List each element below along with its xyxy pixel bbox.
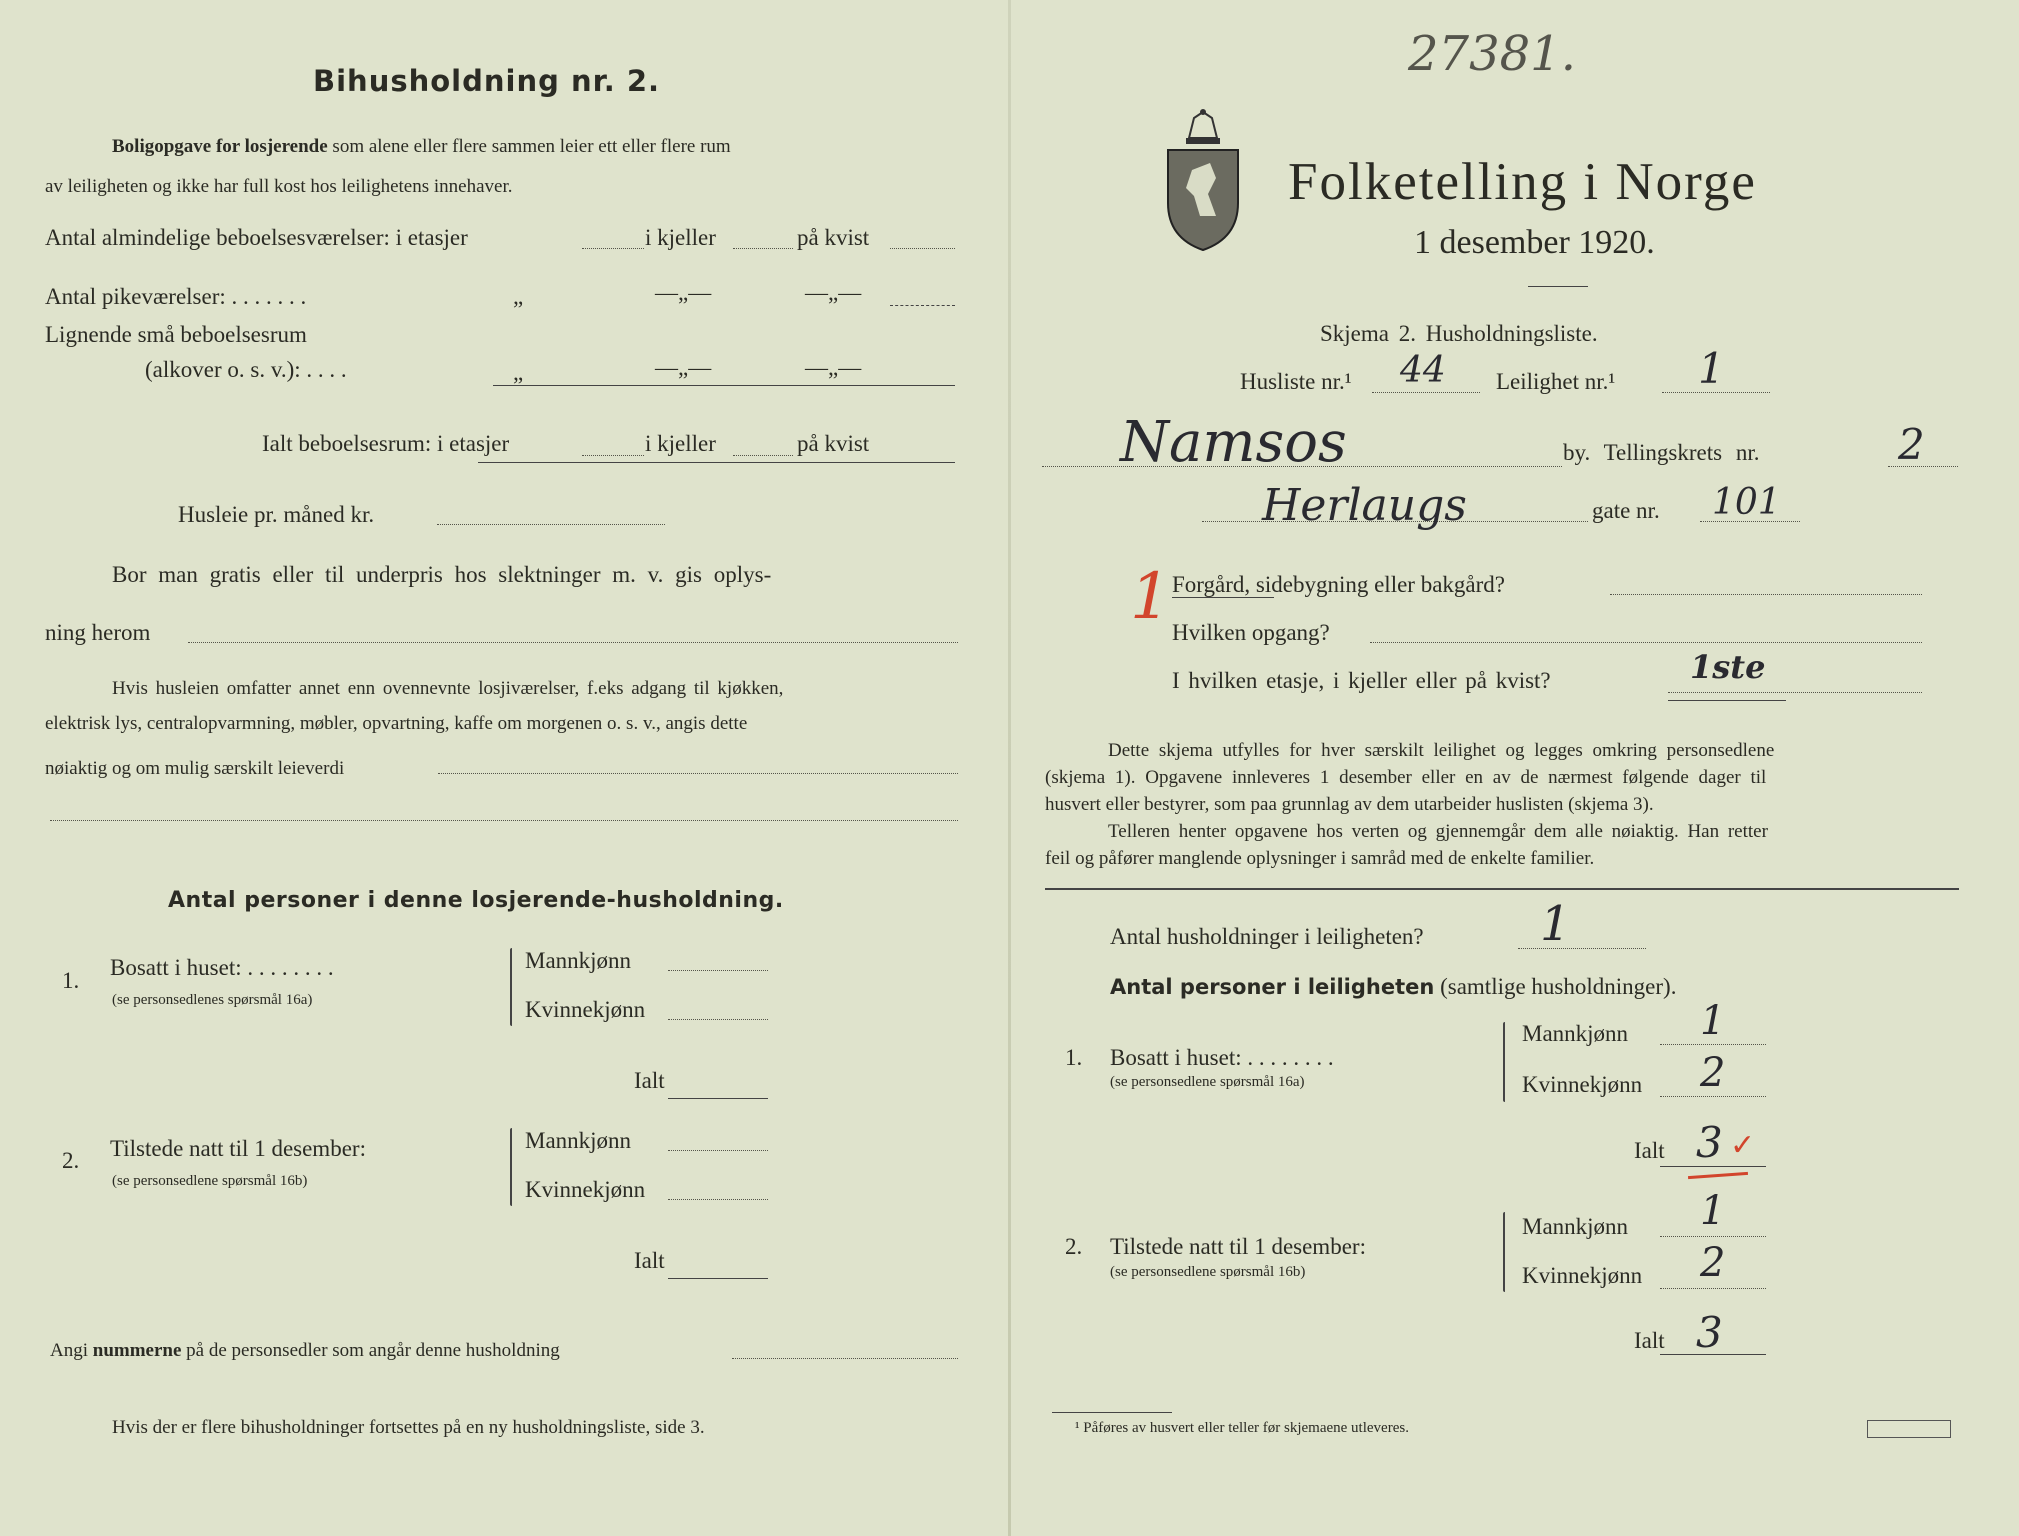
q1-label: Bosatt i huset: . . . . . . . .	[1110, 1045, 1334, 1070]
q2-mann-field[interactable]	[1660, 1236, 1766, 1237]
footnote-rule	[1052, 1412, 1172, 1413]
q2-kvinne-field[interactable]	[1660, 1288, 1766, 1289]
etasje-underline	[1668, 700, 1786, 701]
brace	[1503, 1212, 1505, 1292]
ditto: „	[513, 360, 524, 385]
nummerne-field[interactable]	[732, 1358, 958, 1359]
red-underline	[1688, 1172, 1748, 1179]
intro-line2: av leiligheten og ikke har full kost hos leilighetens innehaver.	[45, 176, 513, 197]
opgang-label: Hvilken opgang?	[1172, 620, 1330, 645]
leieverdi-field-2[interactable]	[50, 820, 958, 821]
kvinne-label: Kvinnekjønn	[525, 1177, 646, 1202]
q2-ialt-value[interactable]: 3	[1696, 1308, 1723, 1357]
schema-label: Skjema 2. Husholdningsliste.	[1320, 321, 1598, 346]
bor-text-2: ning herom	[45, 620, 151, 645]
hvis-text-3: nøiaktig og om mulig særskilt leieverdi	[45, 758, 345, 779]
mann-label: Mannkjønn	[525, 1128, 632, 1153]
ialt-rooms-label: Ialt beboelsesrum: i etasjer	[262, 431, 510, 456]
q2-label: Tilstede natt til 1 desember:	[1110, 1234, 1366, 1259]
q1-mann-value[interactable]: 1	[1700, 998, 1726, 1044]
forgard-underline	[1172, 597, 1274, 598]
bor-text: Bor man gratis eller til underpris hos slektninger m. v. gis oplys-	[112, 562, 772, 587]
q2-kvinne-value[interactable]: 2	[1700, 1240, 1726, 1286]
lignende-underline	[493, 385, 955, 386]
q1-kvinne-field[interactable]	[1660, 1096, 1766, 1097]
ialt-label: Ialt	[634, 1068, 665, 1093]
leieverdi-field[interactable]	[438, 773, 958, 774]
coat-of-arms-icon	[1164, 108, 1242, 253]
ditto: —„—	[805, 280, 862, 305]
footnote: ¹ Påføres av husvert eller teller før skjemaene utleveres.	[1075, 1420, 1409, 1436]
instructions-text: feil og påfører manglende oplysninger i samråd med de enkelte familier.	[1045, 848, 1595, 869]
opgang-field[interactable]	[1370, 642, 1922, 643]
husholdninger-field[interactable]	[1518, 948, 1646, 949]
q1-ialt-field[interactable]	[668, 1098, 768, 1099]
husleie-field[interactable]	[437, 524, 665, 525]
leilighet-label: Leilighet nr.¹	[1496, 369, 1616, 394]
printer-stamp	[1867, 1420, 1951, 1438]
ditto: —„—	[655, 280, 712, 305]
krets-value[interactable]: 2	[1898, 420, 1925, 469]
angi-bold: nummerne	[92, 1340, 182, 1361]
husliste-label: Husliste nr.¹	[1240, 369, 1352, 394]
kvist-label: på kvist	[797, 225, 870, 250]
q2-ialt-field[interactable]	[668, 1278, 768, 1279]
etasje-label: I hvilken etasje, i kjeller eller på kvist?	[1172, 668, 1551, 693]
forgard-field[interactable]	[1610, 594, 1922, 595]
kvinne-label: Kvinnekjønn	[1522, 1072, 1643, 1097]
q1-kvinne-field[interactable]	[668, 1019, 768, 1020]
husholdninger-value[interactable]: 1	[1540, 896, 1571, 952]
gate-label: gate nr.	[1592, 498, 1660, 523]
ialt-underline	[478, 462, 955, 463]
q2-mann-value[interactable]: 1	[1700, 1188, 1726, 1234]
ialt-label: Ialt	[634, 1248, 665, 1273]
kjeller-field[interactable]	[733, 248, 793, 249]
lignende-label: Lignende små beboelsesrum	[45, 322, 307, 347]
ialt-kjeller-field[interactable]	[733, 455, 793, 456]
kvist-field[interactable]	[890, 248, 955, 249]
by-label: by. Tellingskrets nr.	[1563, 440, 1760, 465]
town-value[interactable]: Namsos	[1120, 410, 1347, 475]
kjeller-label: i kjeller	[645, 225, 716, 250]
intro-text: som alene eller flere sammen leier ett eller flere rum	[332, 136, 731, 157]
instructions-text: Telleren henter opgavene hos verten og gjennemgår dem alle nøiaktig. Han retter	[1108, 821, 1768, 842]
q2-kvinne-field[interactable]	[668, 1199, 768, 1200]
ditto: —„—	[655, 355, 712, 380]
kjeller-label: i kjeller	[645, 431, 716, 456]
pike-field[interactable]	[890, 305, 955, 306]
section-rule	[1045, 888, 1959, 890]
forgard-red-mark: 1	[1130, 560, 1171, 634]
husleie-label: Husleie pr. måned kr.	[178, 502, 375, 527]
kvist-label: på kvist	[797, 431, 870, 456]
q1-sub: (se personsedlene spørsmål 16a)	[1110, 1074, 1305, 1090]
q1-ialt-value[interactable]: 3	[1696, 1118, 1723, 1167]
q2-sub: (se personsedlene spørsmål 16b)	[1110, 1264, 1306, 1280]
ditto: „	[513, 284, 524, 309]
red-check-icon: ✓	[1730, 1129, 1756, 1162]
brace	[1503, 1022, 1505, 1102]
persons-heading-rest: (samtlige husholdninger).	[1440, 974, 1677, 999]
mann-label: Mannkjønn	[1522, 1021, 1629, 1046]
husliste-value[interactable]: 44	[1400, 350, 1446, 391]
rooms-label: Antal almindelige beboelsesværelser: i etasjer	[45, 225, 468, 250]
brace	[510, 1128, 512, 1206]
forgard-label: Forgård, sidebygning eller bakgård?	[1172, 572, 1505, 597]
page-fold	[1008, 0, 1011, 1536]
instructions-text: Dette skjema utfylles for hver særskilt leilighet og legges omkring personsedlene	[1108, 740, 1775, 761]
herom-field[interactable]	[188, 642, 958, 643]
q2-label: Tilstede natt til 1 desember:	[110, 1136, 366, 1161]
instructions-text: (skjema 1). Opgavene innleveres 1 desember eller en av de nærmest følgende dager til	[1045, 767, 1767, 788]
mann-label: Mannkjønn	[1522, 1214, 1629, 1239]
q2-sub: (se personsedlene spørsmål 16b)	[112, 1173, 308, 1189]
ialt-label: Ialt	[1634, 1138, 1665, 1163]
hvis-text: Hvis husleien omfatter annet enn ovennevnte losjiværelser, f.eks adgang til kjøkken,	[112, 678, 784, 699]
etasjer-field[interactable]	[582, 248, 644, 249]
persons-heading: Antal personer i leiligheten	[1110, 975, 1435, 999]
pike-label: Antal pikeværelser: . . . . . . .	[45, 284, 307, 309]
q1-sub: (se personsedlenes spørsmål 16a)	[112, 992, 313, 1008]
persons-heading: Antal personer i denne losjerende-husholdning.	[168, 888, 784, 913]
kvinne-label: Kvinnekjønn	[1522, 1263, 1643, 1288]
etasje-field[interactable]	[1668, 692, 1922, 693]
q1-number: 1.	[1065, 1045, 1083, 1070]
archive-number: 27381.	[1408, 26, 1576, 82]
q1-mann-field[interactable]	[1660, 1044, 1766, 1045]
intro-bold: Boligopgave for losjerende	[112, 136, 328, 157]
hvis-text-2: elektrisk lys, centralopvarmning, møbler, opvartning, kaffe om morgenen o. s. v., angis dette	[45, 713, 748, 734]
q2-number: 2.	[62, 1148, 80, 1173]
lignende-label-2: (alkover o. s. v.): . . . .	[145, 357, 347, 382]
ialt-label: Ialt	[1634, 1328, 1665, 1353]
title-rule	[1528, 286, 1588, 287]
mann-label: Mannkjønn	[525, 948, 632, 973]
q1-mann-field[interactable]	[668, 970, 768, 971]
left-title: Bihusholdning nr. 2.	[313, 64, 661, 98]
leilighet-value[interactable]: 1	[1698, 344, 1725, 393]
brace	[510, 948, 512, 1026]
census-date: 1 desember 1920.	[1414, 224, 1655, 261]
angi-rest: på de personsedler som angår denne husholdning	[186, 1340, 560, 1361]
q1-number: 1.	[62, 968, 80, 993]
q1-kvinne-value[interactable]: 2	[1700, 1050, 1726, 1096]
left-footer: Hvis der er flere bihusholdninger fortsettes på en ny husholdningsliste, side 3.	[112, 1417, 705, 1438]
gate-value[interactable]: 101	[1712, 482, 1781, 523]
kvinne-label: Kvinnekjønn	[525, 997, 646, 1022]
street-value[interactable]: Herlaugs	[1262, 480, 1467, 531]
angi-text: Angi	[50, 1340, 88, 1361]
ialt-etasjer-field[interactable]	[582, 455, 644, 456]
instructions-text: husvert eller bestyrer, som paa grunnlag av dem utarbeider huslisten (skjema 3).	[1045, 794, 1654, 815]
etasje-value[interactable]: 1ste	[1690, 648, 1766, 686]
q1-label: Bosatt i huset: . . . . . . . .	[110, 955, 334, 980]
ditto: —„—	[805, 355, 862, 380]
husholdninger-label: Antal husholdninger i leiligheten?	[1110, 924, 1424, 949]
husliste-field[interactable]	[1372, 392, 1480, 393]
q2-number: 2.	[1065, 1234, 1083, 1259]
form-title: Folketelling i Norge	[1288, 153, 1757, 211]
q2-mann-field[interactable]	[668, 1150, 768, 1151]
